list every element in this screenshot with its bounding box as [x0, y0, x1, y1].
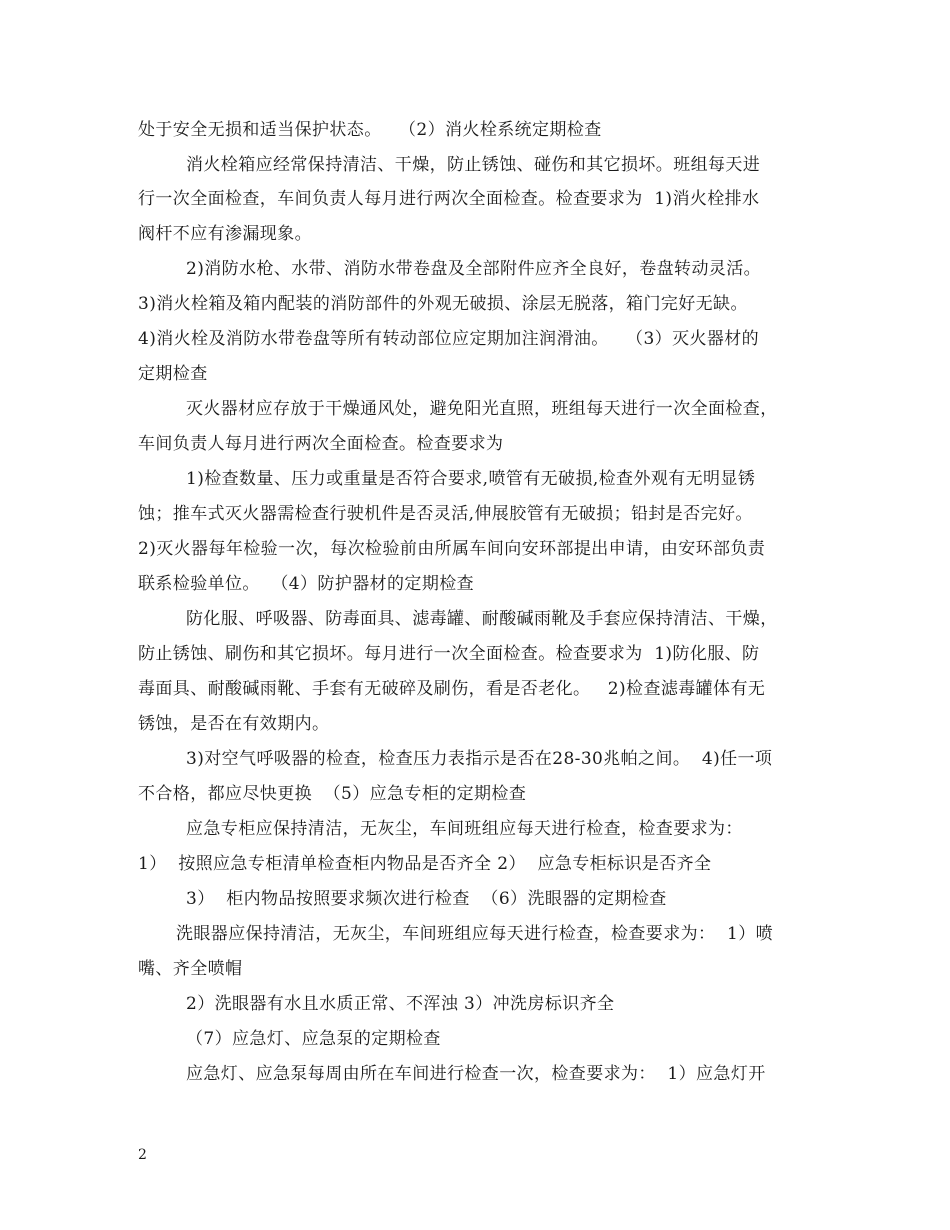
- text-line: 行一次全面检查，车间负责人每月进行两次全面检查。检查要求为 1)消火栓排水: [138, 189, 760, 209]
- text-line: 不合格，都应尽快更换 （5）应急专柜的定期检查: [138, 784, 527, 804]
- text-line: 车间负责人每月进行两次全面检查。检查要求为: [138, 434, 504, 454]
- text-line: 阀杆不应有渗漏现象。: [138, 224, 312, 244]
- text-line: 定期检查: [138, 364, 208, 384]
- text-line: 2）洗眼器有水且水质正常、不浑浊 3）冲洗房标识齐全: [186, 994, 615, 1014]
- text-line: 3)消火栓箱及箱内配装的消防部件的外观无破损、涂层无脱落，箱门完好无缺。: [138, 294, 748, 314]
- text-line: （7）应急灯、应急泵的定期检查: [186, 1029, 441, 1049]
- text-line: 蚀；推车式灭火器需检查行驶机件是否灵活,伸展胶管有无破损；铅封是否完好。: [138, 504, 753, 524]
- text-line: 应急灯、应急泵每周由所在车间进行检查一次，检查要求为： 1）应急灯开: [186, 1064, 766, 1084]
- text-line: 2)灭火器每年检验一次，每次检验前由所属车间向安环部提出申请，由安环部负责: [138, 539, 766, 559]
- text-line: 洗眼器应保持清洁，无灰尘，车间班组应每天进行检查，检查要求为： 1）喷: [176, 924, 774, 944]
- text-line: 嘴、齐全喷帽: [138, 959, 243, 979]
- text-line: 灭火器材应存放于干燥通风处，避免阳光直照，班组每天进行一次全面检查，: [186, 399, 778, 419]
- text-line: 3)对空气呼吸器的检查，检查压力表指示是否在28-30兆帕之间。 4)任一项: [186, 749, 773, 769]
- text-line: 2)消防水枪、水带、消防水带卷盘及全部附件应齐全良好，卷盘转动灵活。: [186, 259, 762, 279]
- text-line: 联系检验单位。 （4）防护器材的定期检查: [138, 574, 475, 594]
- text-line: 锈蚀，是否在有效期内。: [138, 714, 330, 734]
- text-line: 1)检查数量、压力或重量是否符合要求,喷管有无破损,检查外观有无明显锈: [186, 469, 756, 489]
- text-line: 防止锈蚀、刷伤和其它损坏。每月进行一次全面检查。检查要求为 1)防化服、防: [138, 644, 760, 664]
- text-line: 1） 按照应急专柜清单检查柜内物品是否齐全 2） 应急专柜标识是否齐全: [138, 854, 712, 874]
- text-line: 处于安全无损和适当保护状态。 （2）消火栓系统定期检查: [138, 120, 602, 140]
- text-line: 4)消火栓及消防水带卷盘等所有转动部位应定期加注润滑油。 （3）灭火器材的: [138, 329, 760, 349]
- text-line: 应急专柜应保持清洁，无灰尘，车间班组应每天进行检查，检查要求为：: [186, 819, 743, 839]
- text-line: 3） 柜内物品按照要求频次进行检查 （6）洗眼器的定期检查: [186, 889, 667, 909]
- page-number: 2: [138, 1147, 147, 1163]
- text-line: 毒面具、耐酸碱雨靴、手套有无破碎及刷伤，看是否老化。 2)检查滤毒罐体有无: [138, 679, 766, 699]
- text-line: 防化服、呼吸器、防毒面具、滤毒罐、耐酸碱雨靴及手套应保持清洁、干燥，: [186, 609, 778, 629]
- text-line: 消火栓箱应经常保持清洁、干燥，防止锈蚀、碰伤和其它损坏。班组每天进: [186, 155, 761, 175]
